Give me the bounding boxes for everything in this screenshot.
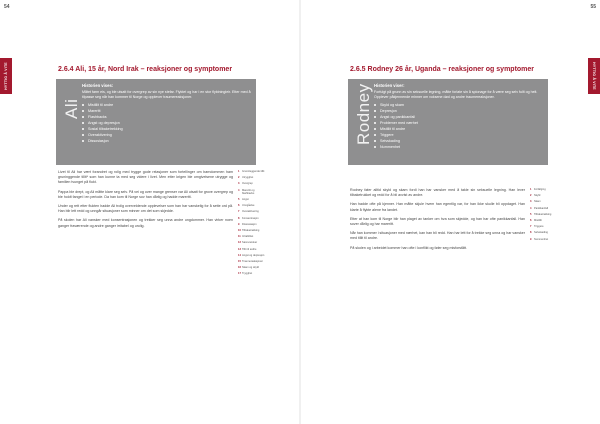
note-number: 3: [530, 200, 532, 204]
note-text: Triggere: [534, 225, 544, 229]
case-box-intro: Forfulgt på grunn av sin seksuelle legning, måtte forlate sin å spionage for å være seg selv fullt og helt. Opplever påkjennende minner om voksene død og andre traumereaksjoner.: [374, 90, 538, 99]
margin-note: [530, 225, 558, 228]
margin-note: [530, 207, 558, 210]
margin-note: [530, 194, 558, 197]
section-title: 2.6.5 Rodney 26 år, Uganda – reaksjoner og symptomer: [350, 66, 535, 73]
symptom-item: Angst og panikkanfall: [374, 114, 544, 120]
note-number: 4: [238, 188, 240, 192]
note-number: 12: [238, 241, 241, 245]
note-text: Overgrep: [242, 182, 253, 186]
case-box: [348, 79, 548, 165]
paragraph: Han hadde ofte på kjenner. Han måtte skjule hvem han egentlig var, for han ikke skulle bli oppdaget. Han klarte å flykte alene fra landet.: [350, 202, 525, 212]
case-box-content: [82, 83, 252, 144]
note-number: 4: [530, 206, 532, 210]
note-text: Panikkanfall: [534, 206, 548, 210]
note-number: 14: [238, 253, 241, 257]
note-text: Utrygghet: [242, 176, 254, 180]
note-text: Søvnvansker: [242, 241, 258, 245]
symptom-item: Flashbacks: [82, 114, 252, 120]
margin-note: [238, 204, 266, 207]
page-number: 55: [590, 4, 596, 10]
note-number: 7: [530, 225, 532, 229]
margin-note: [238, 235, 266, 238]
note-text: Skam og skyld: [242, 266, 259, 270]
case-box-intro: Måtet farm eis, og ble utsatt for overgrep av sin nye stefar. Flyktet og har i en stor flyktningleir. Etter med å tilpasse seg når han kommer til Norge og opplever traumereaksjoner.: [82, 90, 251, 99]
margin-note: [238, 229, 266, 232]
margin-note: [238, 248, 266, 251]
note-text: Irritabilitet: [242, 235, 254, 239]
paragraph: Etter at han kom til Norge blir han plaget av tanker om hva som skjedde, og han har ofte panikkanfall. Han sover dårlig og har mareritt.: [350, 216, 525, 227]
note-number: 2: [530, 194, 532, 198]
symptom-item: Skyld og skam: [374, 102, 544, 108]
case-box-content: [374, 83, 544, 150]
note-number: 15: [238, 260, 241, 264]
note-text: Grunnleggende tillit: [242, 170, 265, 173]
symptom-item: Overaktivering: [82, 132, 252, 138]
symptom-list: [374, 102, 544, 150]
note-number: 16: [238, 266, 241, 270]
note-text: Mareritt og flashbacks: [242, 188, 255, 195]
note-number: 7: [238, 210, 240, 214]
page-number: 54: [4, 4, 10, 10]
paragraph: Pappa ble drept, og Ali måtte klare seg selv. På vei og over mange grenser var Ali utsatt for grove overgrep og ble holdt fanget i en periode. Da han kom til Norge sov han dårlig og hadde mareritt.: [58, 189, 233, 199]
margin-notes: [238, 170, 266, 279]
note-number: 8: [530, 231, 532, 235]
margin-note: [238, 223, 266, 226]
note-number: 5: [238, 198, 240, 202]
note-text: Angst og depresjon: [242, 253, 265, 257]
margin-note: [530, 188, 558, 191]
margin-note: [238, 176, 266, 179]
note-text: Angst: [242, 198, 249, 202]
note-number: 5: [530, 212, 532, 216]
margin-note: [238, 189, 266, 195]
paragraph: På skolen og i arbeidet kommer han ofte i konflikt og føler seg misforstått.: [350, 245, 468, 250]
note-text: Konsentrasjon: [242, 216, 259, 220]
symptom-item: Sosial tilbaketrekking: [82, 126, 252, 132]
note-number: 17: [238, 272, 241, 276]
margin-note: [530, 200, 558, 203]
case-box: [56, 79, 256, 165]
margin-note: [238, 217, 266, 220]
note-text: Tilbaketrekking: [242, 229, 260, 233]
note-text: Tillit til andre: [242, 247, 257, 251]
symptom-list: [82, 102, 252, 144]
symptom-item: Nummenhet: [374, 144, 544, 150]
paragraph: Rodney føler alltid skyld og skam fordi han har vansker med å takle sin seksuelle legning. Han lever tilbaketrukket og redd for å bli avvist av andre.: [350, 188, 525, 198]
side-tab-label: HYTTIG Å VITE: [592, 62, 596, 90]
margin-note: [238, 241, 266, 244]
symptom-item: Selvskading: [374, 138, 544, 144]
note-number: 13: [238, 247, 241, 251]
symptom-item: Mareritt: [82, 108, 252, 114]
symptom-item: Dissosiasjon: [82, 138, 252, 144]
case-name: Ali: [62, 98, 81, 119]
symptom-item: Problemer med nærhet: [374, 120, 544, 126]
case-name: Rodney: [354, 83, 373, 145]
symptom-item: Depresjon: [374, 108, 544, 114]
case-box-heading: Historien viser:: [374, 83, 405, 88]
note-number: 2: [238, 176, 240, 180]
margin-note: [238, 266, 266, 269]
note-text: Nummenhet: [534, 237, 549, 241]
note-number: 1: [238, 170, 240, 173]
margin-notes: [530, 188, 558, 244]
right-page: [300, 0, 600, 424]
note-number: 3: [238, 182, 240, 186]
margin-note: [238, 170, 266, 173]
note-text: Dissosiasjon: [242, 222, 257, 226]
symptom-item: Angst og depresjon: [82, 120, 252, 126]
margin-note: [238, 182, 266, 185]
note-text: Mistillit: [534, 219, 542, 223]
margin-note: [238, 198, 266, 201]
side-tab: [588, 58, 600, 94]
note-text: Forfølging: [534, 188, 546, 191]
margin-note: [238, 254, 266, 257]
note-number: 9: [530, 237, 532, 241]
note-text: Unngåelse: [242, 204, 255, 208]
note-number: 6: [530, 219, 532, 223]
margin-note: [530, 238, 558, 241]
paragraph: Livet til Ali har vært forandret og rolig med trygge gode relasjoner som fortellinger om barndommen ham gruninggende tillit* som han kunne ta med seg videre i livet. Men etter krigen ble omgivelsene utrygge og familien tvunget på flukt.: [58, 170, 233, 185]
paragraph: Når han kommer i situasjoner med nærhet, kan han bli redd. Han har lett for å trekke seg unna og har vansker med tillit til andre.: [350, 231, 525, 241]
symptom-item: Triggere: [374, 132, 544, 138]
note-number: 6: [238, 204, 240, 208]
case-box-heading: Historien vises:: [82, 83, 114, 88]
side-tab-label: HYTTIG Å VITE: [4, 62, 8, 90]
note-text: Trygghet: [242, 272, 253, 276]
margin-note: [530, 231, 558, 234]
note-text: Skam: [534, 200, 541, 204]
paragraph: På skolen har Ali vansker med konsentrasjonen og trekker seg unna andre ungdommer. Han virker noen ganger fraværende og andre ganger irritabel og urolig.: [58, 218, 233, 228]
margin-note: [530, 219, 558, 222]
note-number: 8: [238, 216, 240, 220]
note-text: Skyld: [534, 194, 541, 198]
note-text: Tilbaketrekking: [534, 212, 552, 216]
side-tab: [0, 58, 12, 94]
symptom-item: Mistillit til andre: [374, 126, 544, 132]
paragraph: Under og rett etter flukten hadde Ali trolig overveldende opplevelser som han har vanskelig for å sette ord på. Han blir lett redd og unngår situasjoner som minner om det som skjedde.: [58, 204, 233, 214]
note-number: 9: [238, 222, 240, 226]
margin-note: [238, 260, 266, 263]
margin-note: [530, 213, 558, 216]
note-text: Overaktivering: [242, 210, 259, 214]
margin-note: [238, 272, 266, 275]
note-text: Selvskading: [534, 231, 548, 235]
body-text: [350, 188, 525, 255]
body-text: [58, 170, 233, 233]
note-number: 1: [530, 188, 532, 191]
margin-note: [238, 210, 266, 213]
symptom-item: Mistillit til andre: [82, 102, 252, 108]
note-number: 10: [238, 229, 241, 233]
note-text: Traumereaksjoner: [242, 260, 263, 264]
section-title: 2.6.4 Ali, 15 år, Nord Irak – reaksjoner og symptomer: [58, 66, 233, 73]
note-number: 11: [238, 235, 241, 239]
